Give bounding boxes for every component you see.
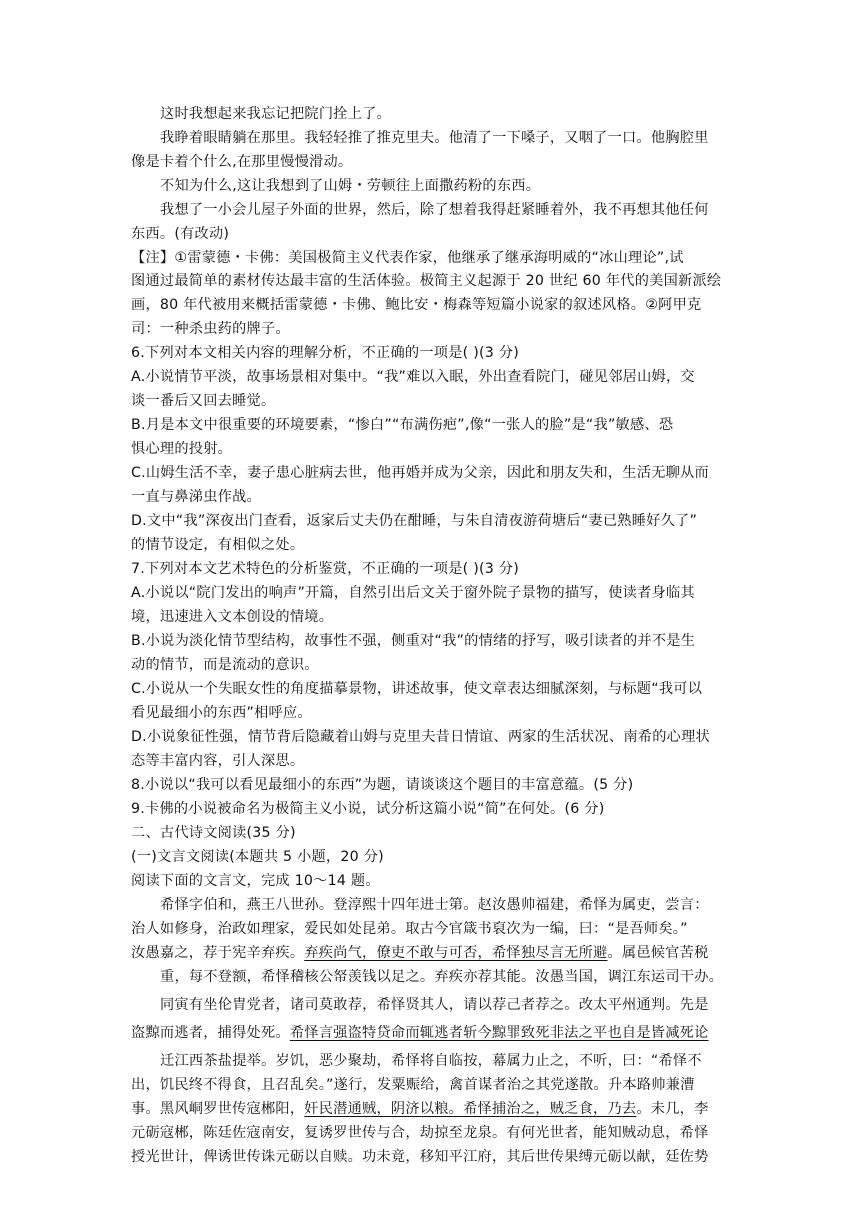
underlined-text: 奸民潜通贼，阴济以粮。希怿捕治之，贼乏食，乃去 [304, 1101, 637, 1117]
text-line [160, 968, 723, 986]
line-text: A.小说以“院门发出的响声”开篇，自然引出后文关于窗外院子景物的描写，使读者身临其 [131, 585, 695, 601]
text-line [131, 560, 519, 578]
line-text: 治人如修身，治政如理家，爱民如处昆弟。取古今官箴书裒次为一编，曰：“是吾师矣。” [131, 921, 688, 937]
line-text: 阅读下面的文言文，完成 10～14 题。 [131, 873, 380, 889]
text-line [131, 1024, 709, 1042]
text-line [160, 996, 709, 1014]
text-line [131, 153, 352, 171]
underlined-text: 希怿言强盗特贷命而辄逃者斩今黥罪致死非法之平也自是皆减死论 [289, 1025, 709, 1041]
text-line [131, 1124, 709, 1142]
line-text: 这时我想起来我忘记把院门拴上了。 [160, 106, 392, 122]
text-line [131, 296, 701, 314]
line-text: 不知为什么,这让我想到了山姆・劳顿往上面撒药粉的东西。 [160, 178, 541, 194]
line-text: 【注】①雷蒙德・卡佛：美国极简主义代表作家，他继承了继承海明威的“冰山理论”,试 [131, 250, 684, 266]
text-line [131, 512, 697, 530]
text-line [131, 1076, 695, 1094]
line-text: 迁江西茶盐提举。岁饥，恶少聚劫，希怿将自临按，幕属力止之，不听，曰：“希怿不 [160, 1053, 702, 1069]
line-text-tail: 。未几，李 [636, 1101, 709, 1117]
text-line [131, 800, 605, 818]
text-line [131, 584, 695, 602]
line-text: C.山姆生活不幸，妻子患心脏病去世，他再婚并成为父亲，因此和朋友失和，生活无聊从而 [131, 465, 709, 481]
line-text: 希怿字伯和，燕王八世孙。登淳熙十四年进士第。赵汝愚帅福建，希怿为属吏，尝言： [160, 897, 709, 913]
text-line [160, 1052, 702, 1070]
line-text: 东西。(有改动) [131, 226, 230, 242]
text-line [131, 368, 695, 386]
line-text: 汝愚嘉之，荐于宪辛弃疾。 [131, 945, 305, 961]
line-text: 7.下列对本文艺术特色的分析鉴赏，不正确的一项是( )(3 分) [131, 561, 520, 577]
text-line [160, 129, 709, 147]
line-text: (一)文言文阅读(本题共 5 小题，20 分) [131, 849, 384, 865]
text-line [131, 680, 702, 698]
line-text: 事。黑风峒罗世传寇郴阳， [131, 1101, 305, 1117]
text-line [131, 249, 684, 267]
line-text: 动的情节，而是流动的意识。 [131, 657, 319, 673]
text-line [131, 488, 261, 506]
text-line [131, 920, 688, 938]
line-text: 二、古代诗文阅读(35 分) [131, 825, 296, 841]
line-text: 9.卡佛的小说被命名为极简主义小说，试分析这篇小说“简”在何处。(6 分) [131, 801, 605, 817]
text-line [160, 105, 391, 123]
line-text: D.小说象征性强，情节背后隐藏着山姆与克里夫昔日情谊、两家的生活状况、南希的心理状 [131, 729, 710, 745]
text-line [131, 225, 229, 243]
line-text: 授光世计，俾诱世传诛元砺以自赎。功未竟，移知平江府，其后世传果缚元砺以献，廷佐势 [131, 1149, 709, 1165]
line-text: 出，饥民终不得食，且召乱矣。”遂行，发粟赈给，禽首谋者治之其党遂散。升本路帅兼漕 [131, 1077, 695, 1093]
line-text: 图通过最简单的素材传达最丰富的生活体验。极简主义起源于 20 世纪 60 年代的美国新派绘 [131, 273, 722, 289]
text-line [131, 344, 519, 362]
text-line [160, 201, 709, 219]
line-text: B.月是本文中很重要的环境要素，“惨白”“布满伤疤”,像“一张人的脸”是“我”敏感、恐 [131, 417, 674, 433]
line-text: 8.小说以“我可以看见最细小的东西”为题，请谈谈这个题目的丰富意蕴。(5 分) [131, 777, 634, 793]
line-text: 惧心理的投射。 [131, 441, 233, 457]
text-line [160, 896, 709, 914]
line-text: B.小说为淡化情节型结构，故事性不强，侧重对“我”的情绪的抒写，吸引读者的并不是生 [131, 633, 696, 649]
text-line [131, 1100, 709, 1118]
text-line [131, 632, 695, 650]
line-text: 同寅有坐伦胄党者，诸司莫敢荐，希怿贤其人，请以荐己者荐之。改太平州通判。先是 [160, 997, 709, 1013]
line-text: 的情节设定，有相似之处。 [131, 537, 305, 553]
line-text: 一直与鼻涕虫作战。 [131, 489, 261, 505]
text-line [131, 704, 312, 722]
underlined-text: 弃疾尚气，僚吏不敢与可否，希怿独尽言无所避 [304, 945, 608, 961]
text-line [131, 872, 380, 890]
line-text: 盗黥而逃者，捕得处死。 [131, 1025, 290, 1041]
text-line [131, 848, 384, 866]
line-text: A.小说情节平淡，故事场景相对集中。“我”难以入眠，外出查看院门，碰见邻居山姆，交 [131, 369, 695, 385]
line-text: 态等丰富内容，引人深思。 [131, 753, 305, 769]
text-line [131, 656, 319, 674]
line-text: 看见最细小的东西”相呼应。 [131, 705, 312, 721]
line-text: 境，迅速进入文本创设的情境。 [131, 609, 334, 625]
text-line [131, 944, 709, 962]
text-line [160, 177, 540, 195]
line-text: C.小说从一个失眠女性的角度描摹景物，讲述故事，使文章表达细腻深刻，与标题“我可以 [131, 681, 703, 697]
line-text-tail: 。属邑候官苦税 [607, 945, 709, 961]
line-text: 我想了一小会儿屋子外面的世界，然后，除了想着我得赶紧睡着外，我不再想其他任何 [160, 202, 709, 218]
text-line [131, 440, 232, 458]
text-line [131, 272, 721, 290]
text-line [131, 392, 275, 410]
text-line [131, 824, 296, 842]
text-line [131, 728, 710, 746]
line-text: D.文中“我”深夜出门查看，返家后丈夫仍在酣睡，与朱自清夜游荷塘后“妻已熟睡好久了” [131, 513, 698, 529]
line-text: 司：一种杀虫药的牌子。 [131, 321, 290, 337]
text-line [131, 536, 304, 554]
line-text: 元砺寇郴，陈廷佐寇南安，复诱罗世传与合，劫掠至龙泉。有何光世者，能知贼动息，希怿 [131, 1125, 709, 1141]
text-line [131, 320, 290, 338]
line-text: 像是卡着个什么,在那里慢慢滑动。 [131, 154, 353, 170]
text-line [131, 464, 709, 482]
text-line [131, 1148, 709, 1166]
line-text: 画，80 年代被用来概括雷蒙德・卡佛、鲍比安・梅森等短篇小说家的叙述风格。②阿甲克 [131, 297, 702, 313]
line-text: 谈一番后又回去睡觉。 [131, 393, 276, 409]
line-text: 我睁着眼睛躺在那里。我轻轻推了推克里夫。他清了一下嗓子，又咽了一口。他胸腔里 [160, 130, 709, 146]
line-text: 重，每不登额，希怿稽核公帑羡钱以足之。弃疾亦荐其能。汝愚当国，调江东运司干办。 [160, 969, 724, 985]
text-line [131, 608, 333, 626]
text-line [131, 752, 304, 770]
line-text: 6.下列对本文相关内容的理解分析，不正确的一项是( )(3 分) [131, 345, 520, 361]
text-line [131, 776, 633, 794]
text-line [131, 416, 673, 434]
